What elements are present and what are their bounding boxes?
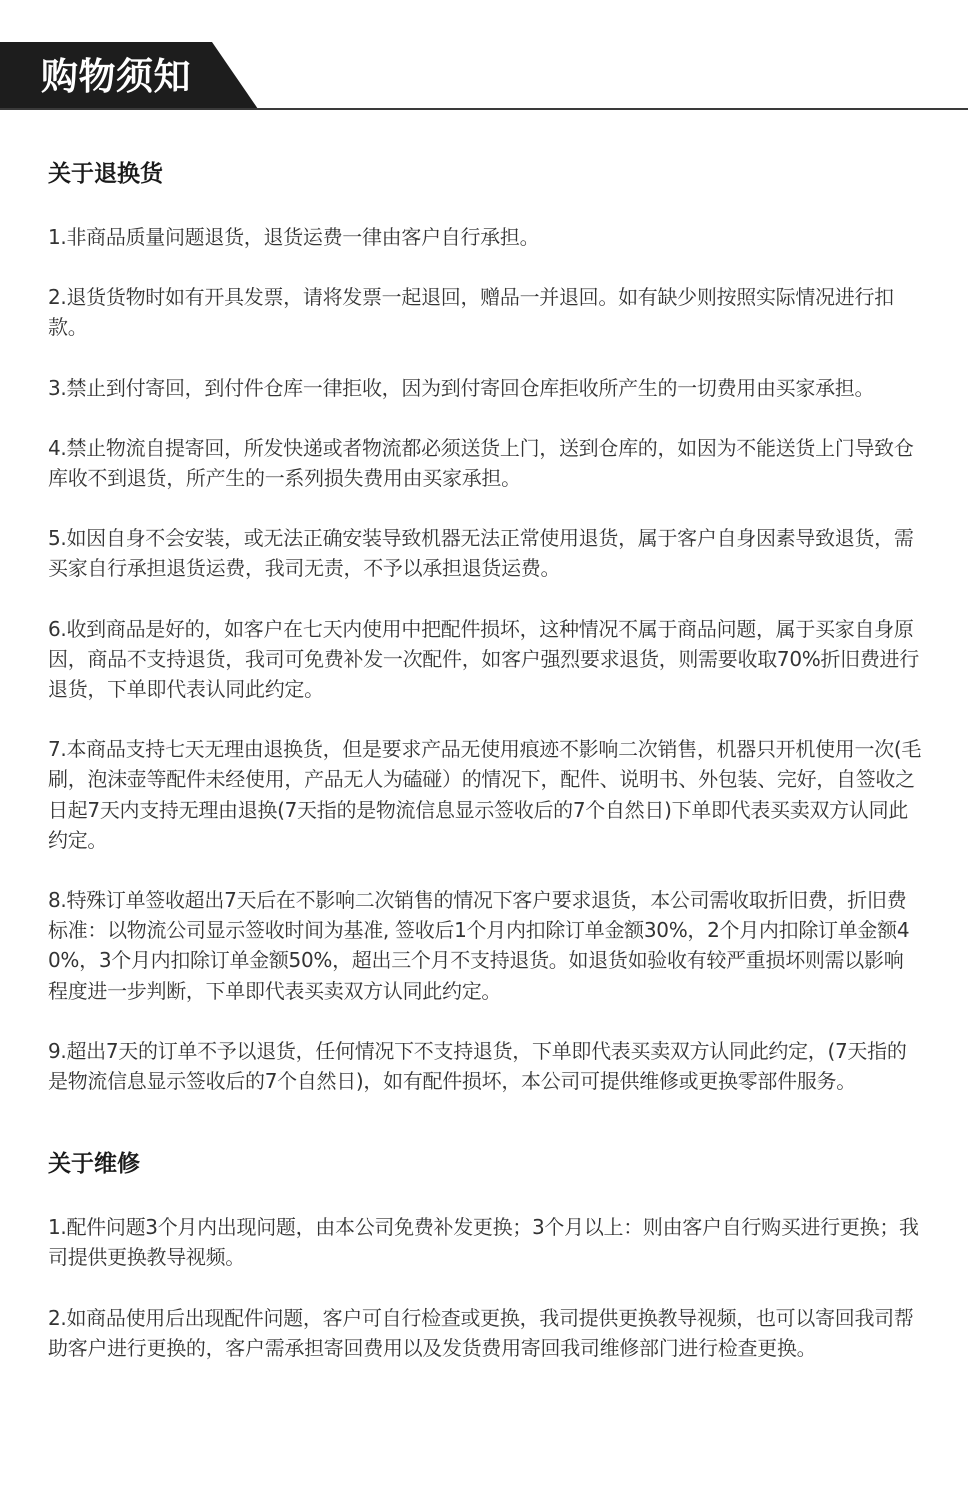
returns-item: 6.收到商品是好的，如客户在七天内使用中把配件损坏，这种情况不属于商品问题，属于买家自身原因，商品不支持退货，我司可免费补发一次配件，如客户强烈要求退货，则需要收取70%折旧费进行退货，下单即代表认同此约定。 <box>48 616 919 702</box>
page-header <box>0 0 968 112</box>
returns-list <box>48 222 922 1096</box>
repair-list <box>48 1212 922 1363</box>
repair-item: 1.配件问题3个月内出现问题，由本公司免费补发更换；3个月以上：则由客户自行购买进行更换；我司提供更换教导视频。 <box>48 1215 919 1270</box>
returns-item: 4.禁止物流自提寄回，所发快递或者物流都必须送货上门，送到仓库的，如因为不能送货上门导致仓库收不到退货，所产生的一系列损失费用由买家承担。 <box>48 435 914 491</box>
page-title: 购物须知 <box>41 55 191 98</box>
header-divider <box>0 108 968 110</box>
notice-content <box>48 150 922 1363</box>
repair-item: 2.如商品使用后出现配件问题，客户可自行检查或更换，我司提供更换教导视频，也可以寄回我司帮助客户进行更换的，客户需承担寄回费用以及发货费用寄回我司维修部门进行检查更换。 <box>48 1305 914 1360</box>
section-heading-repair: 关于维修 <box>48 1151 140 1178</box>
returns-item: 1.非商品质量问题退货，退货运费一律由客户自行承担。 <box>48 225 540 249</box>
returns-item: 5.如因自身不会安装，或无法正确安装导致机器无法正常使用退货，属于客户自身因素导致退货，需买家自行承担退货运费，我司无责，不予以承担退货运费。 <box>48 526 914 581</box>
returns-item: 8.特殊订单签收超出7天后在不影响二次销售的情况下客户要求退货，本公司需收取折旧费，折旧费标准：以物流公司显示签收时间为基准, 签收后1个月内扣除订单金额30%，2个月内扣除订单金额40%，3个月内扣除订单金额50%，超出三个月不支持退货。如退货如验收有较严重损坏则需以影响程度进一步判断，下单即代表买卖双方认同此约定。 <box>48 888 910 1003</box>
returns-item: 7.本商品支持七天无理由退换货，但是要求产品无使用痕迹不影响二次销售，机器只开机使用一次(毛刷，泡沫壶等配件未经使用，产品无人为磕碰）的情况下，配件、说明书、外包装、完好，自签收之日起7天内支持无理由退换(7天指的是物流信息显示签收后的7个自然日)下单即代表买卖双方认同此约定。 <box>48 737 922 852</box>
returns-item: 9.超出7天的订单不予以退货，任何情况下不支持退货，下单即代表买卖双方认同此约定，(7天指的是物流信息显示签收后的7个自然日)，如有配件损坏，本公司可提供维修或更换零部件服务。 <box>48 1038 907 1094</box>
returns-item: 2.退货货物时如有开具发票，请将发票一起退回，赠品一并退回。如有缺少则按照实际情况进行扣款。 <box>48 285 894 340</box>
section-heading-returns: 关于退换货 <box>48 161 163 187</box>
returns-item: 3.禁止到付寄回，到付件仓库一律拒收，因为到付寄回仓库拒收所产生的一切费用由买家承担。 <box>48 375 875 400</box>
